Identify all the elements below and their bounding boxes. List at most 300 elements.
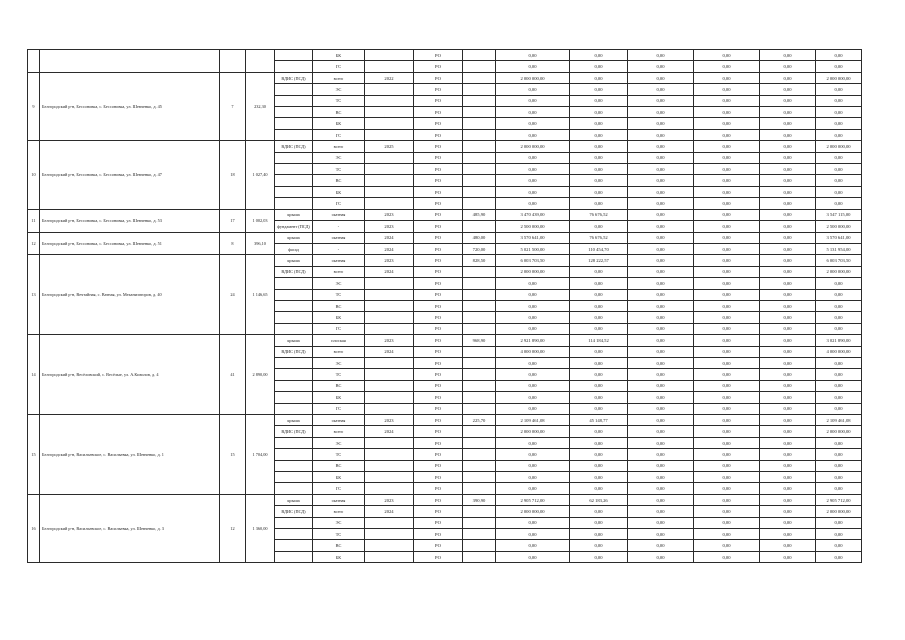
floors-cell — [220, 50, 246, 73]
cost-column-1-cell: 0,00 — [496, 449, 570, 460]
work-type-cell — [275, 198, 313, 209]
cost-column-5-cell: 0,00 — [760, 118, 816, 129]
work-type-cell: крыша — [275, 255, 313, 266]
cost-column-3-cell: 0,00 — [628, 472, 694, 483]
volume-cell — [463, 506, 496, 517]
cost-column-4-cell: 0,00 — [694, 426, 760, 437]
cost-column-3-cell: 0,00 — [628, 357, 694, 368]
cost-column-4-cell: 0,00 — [694, 460, 760, 471]
work-type-cell: ВДИС (ПСД) — [275, 426, 313, 437]
funding-source-cell: РО — [414, 289, 463, 300]
volume-cell — [463, 369, 496, 380]
funding-source-cell: РО — [414, 403, 463, 414]
funding-source-cell: РО — [414, 50, 463, 61]
work-item-cell: ТС — [313, 369, 365, 380]
cost-column-3-cell: 0,00 — [628, 323, 694, 334]
address-cell: Белгородский р-н, Бессоновка, с. Бессоновка, ул. Шевченко, д. 45 — [40, 72, 220, 140]
cost-column-5-cell: 0,00 — [760, 506, 816, 517]
cost-column-3-cell: 0,00 — [628, 243, 694, 254]
cost-column-4-cell: 0,00 — [694, 335, 760, 346]
cost-column-1-cell: 0,00 — [496, 95, 570, 106]
funding-source-cell: РО — [414, 175, 463, 186]
cost-column-3-cell: 0,00 — [628, 72, 694, 83]
work-item-cell: ВС — [313, 300, 365, 311]
work-item-cell: скатная — [313, 232, 365, 243]
cost-column-1-cell: 2 905 712,00 — [496, 494, 570, 505]
volume-cell — [463, 483, 496, 494]
cost-column-3-cell: 0,00 — [628, 175, 694, 186]
cost-column-5-cell: 0,00 — [760, 540, 816, 551]
work-type-cell — [275, 449, 313, 460]
cost-column-5-cell: 0,00 — [760, 152, 816, 163]
cost-column-4-cell: 0,00 — [694, 472, 760, 483]
work-item-cell: ЭС — [313, 517, 365, 528]
volume-cell: 828,50 — [463, 255, 496, 266]
cost-column-5-cell: 0,00 — [760, 426, 816, 437]
cost-column-3-cell: 0,00 — [628, 266, 694, 277]
total-cost-cell: 0,00 — [816, 460, 862, 471]
row-number-cell: 12 — [28, 232, 40, 255]
total-cost-cell: 2 905 712,00 — [816, 494, 862, 505]
volume-cell — [463, 403, 496, 414]
cost-column-5-cell: 0,00 — [760, 472, 816, 483]
year-cell — [365, 198, 414, 209]
cost-column-3-cell: 0,00 — [628, 50, 694, 61]
funding-source-cell: РО — [414, 221, 463, 232]
cost-column-3-cell: 0,00 — [628, 449, 694, 460]
funding-source-cell: РО — [414, 551, 463, 562]
work-item-cell: всего — [313, 72, 365, 83]
cost-column-5-cell: 0,00 — [760, 529, 816, 540]
funding-source-cell: РО — [414, 460, 463, 471]
work-item-cell: скатная — [313, 415, 365, 426]
total-cost-cell: 2 000 000,00 — [816, 506, 862, 517]
cost-column-3-cell: 0,00 — [628, 107, 694, 118]
cost-column-5-cell: 0,00 — [760, 141, 816, 152]
work-type-cell — [275, 529, 313, 540]
volume-cell — [463, 198, 496, 209]
floors-cell: 8 — [220, 232, 246, 255]
year-cell — [365, 460, 414, 471]
cost-column-3-cell: 0,00 — [628, 278, 694, 289]
cost-column-5-cell: 0,00 — [760, 278, 816, 289]
table-row — [28, 255, 862, 266]
cost-column-1-cell: 0,00 — [496, 50, 570, 61]
cost-column-4-cell: 0,00 — [694, 403, 760, 414]
cost-column-4-cell: 0,00 — [694, 312, 760, 323]
volume-cell — [463, 129, 496, 140]
cost-column-4-cell: 0,00 — [694, 529, 760, 540]
cost-column-2-cell: 0,00 — [570, 426, 628, 437]
year-cell — [365, 129, 414, 140]
cost-column-3-cell: 0,00 — [628, 335, 694, 346]
cost-column-3-cell: 0,00 — [628, 460, 694, 471]
cost-column-3-cell: 0,00 — [628, 129, 694, 140]
cost-column-1-cell: 0,00 — [496, 289, 570, 300]
work-type-cell — [275, 300, 313, 311]
funding-source-cell: РО — [414, 243, 463, 254]
work-type-cell: крыша — [275, 232, 313, 243]
volume-cell — [463, 380, 496, 391]
work-item-cell: БК — [313, 50, 365, 61]
funding-source-cell: РО — [414, 415, 463, 426]
funding-source-cell: РО — [414, 426, 463, 437]
year-cell — [365, 84, 414, 95]
volume-cell — [463, 346, 496, 357]
cost-column-1-cell: 0,00 — [496, 118, 570, 129]
cost-column-1-cell: 0,00 — [496, 392, 570, 403]
volume-cell — [463, 175, 496, 186]
work-item-cell: ВС — [313, 175, 365, 186]
volume-cell — [463, 107, 496, 118]
cost-column-1-cell: 0,00 — [496, 129, 570, 140]
cost-column-1-cell: 0,00 — [496, 517, 570, 528]
cost-column-5-cell: 0,00 — [760, 266, 816, 277]
work-type-cell: крыша — [275, 415, 313, 426]
total-cost-cell: 0,00 — [816, 540, 862, 551]
work-type-cell: ВДИС (ПСД) — [275, 506, 313, 517]
total-cost-cell: 0,00 — [816, 175, 862, 186]
year-cell — [365, 186, 414, 197]
cost-column-4-cell: 0,00 — [694, 346, 760, 357]
funding-source-cell: РО — [414, 437, 463, 448]
work-type-cell — [275, 357, 313, 368]
work-type-cell: крыша — [275, 335, 313, 346]
funding-source-cell: РО — [414, 380, 463, 391]
cost-column-4-cell: 0,00 — [694, 198, 760, 209]
cost-column-4-cell: 0,00 — [694, 61, 760, 72]
cost-column-4-cell: 0,00 — [694, 494, 760, 505]
cost-column-2-cell: 114 184,52 — [570, 335, 628, 346]
year-cell — [365, 483, 414, 494]
cost-column-3-cell: 0,00 — [628, 415, 694, 426]
cost-column-2-cell: 0,00 — [570, 289, 628, 300]
work-item-cell: ГС — [313, 61, 365, 72]
funding-source-cell: РО — [414, 483, 463, 494]
cost-column-4-cell: 0,00 — [694, 449, 760, 460]
cost-column-5-cell: 0,00 — [760, 335, 816, 346]
cost-column-1-cell: 0,00 — [496, 186, 570, 197]
cost-column-2-cell: 0,00 — [570, 460, 628, 471]
cost-column-3-cell: 0,00 — [628, 232, 694, 243]
address-cell — [40, 50, 220, 73]
work-type-cell — [275, 472, 313, 483]
work-item-cell: ВС — [313, 540, 365, 551]
funding-source-cell: РО — [414, 335, 463, 346]
work-type-cell — [275, 164, 313, 175]
cost-column-2-cell: 0,00 — [570, 198, 628, 209]
funding-source-cell: РО — [414, 357, 463, 368]
total-cost-cell: 0,00 — [816, 529, 862, 540]
table-row — [28, 232, 862, 243]
area-cell: 1 002,03 — [246, 209, 275, 232]
area-cell — [246, 50, 275, 73]
cost-column-4-cell: 0,00 — [694, 369, 760, 380]
cost-column-2-cell: 0,00 — [570, 403, 628, 414]
area-cell: 396,10 — [246, 232, 275, 255]
row-number-cell: 10 — [28, 141, 40, 209]
total-cost-cell: 0,00 — [816, 118, 862, 129]
volume-cell: 390,90 — [463, 494, 496, 505]
work-type-cell — [275, 50, 313, 61]
total-cost-cell: 0,00 — [816, 517, 862, 528]
total-cost-cell: 0,00 — [816, 369, 862, 380]
table-row — [28, 335, 862, 346]
work-item-cell: ЭС — [313, 437, 365, 448]
row-number-cell: 16 — [28, 494, 40, 562]
cost-column-4-cell: 0,00 — [694, 300, 760, 311]
cost-column-4-cell: 0,00 — [694, 152, 760, 163]
total-cost-cell: 2 000 000,00 — [816, 426, 862, 437]
work-type-cell — [275, 278, 313, 289]
year-cell — [365, 118, 414, 129]
cost-column-2-cell: 0,00 — [570, 278, 628, 289]
volume-cell — [463, 186, 496, 197]
work-item-cell: ГС — [313, 198, 365, 209]
year-cell — [365, 278, 414, 289]
work-item-cell: ВС — [313, 380, 365, 391]
work-item-cell: ТС — [313, 449, 365, 460]
cost-column-4-cell: 0,00 — [694, 232, 760, 243]
funding-source-cell: РО — [414, 278, 463, 289]
work-type-cell — [275, 392, 313, 403]
volume-cell: 480,00 — [463, 232, 496, 243]
work-item-cell: ГС — [313, 129, 365, 140]
cost-column-4-cell: 0,00 — [694, 380, 760, 391]
cost-column-2-cell: 0,00 — [570, 483, 628, 494]
area-cell: 1 360,00 — [246, 494, 275, 562]
cost-column-2-cell: 0,00 — [570, 186, 628, 197]
cost-column-5-cell: 0,00 — [760, 312, 816, 323]
cost-column-2-cell: 0,00 — [570, 141, 628, 152]
work-item-cell: БК — [313, 312, 365, 323]
cost-column-1-cell: 2 000 000,00 — [496, 426, 570, 437]
cost-column-3-cell: 0,00 — [628, 61, 694, 72]
total-cost-cell: 0,00 — [816, 289, 862, 300]
area-cell: 1 146,65 — [246, 255, 275, 335]
cost-column-2-cell: 110 454,70 — [570, 243, 628, 254]
cost-column-5-cell: 0,00 — [760, 84, 816, 95]
total-cost-cell: 5 131 954,00 — [816, 243, 862, 254]
volume-cell — [463, 289, 496, 300]
year-cell: 2023 — [365, 221, 414, 232]
cost-column-5-cell: 0,00 — [760, 460, 816, 471]
work-item-cell: ЭС — [313, 278, 365, 289]
work-type-cell: крыша — [275, 209, 313, 220]
work-item-cell: ТС — [313, 164, 365, 175]
cost-column-5-cell: 0,00 — [760, 392, 816, 403]
cost-column-3-cell: 0,00 — [628, 198, 694, 209]
total-cost-cell: 2 000 000,00 — [816, 141, 862, 152]
cost-column-5-cell: 0,00 — [760, 346, 816, 357]
volume-cell: 968,90 — [463, 335, 496, 346]
work-type-cell — [275, 540, 313, 551]
cost-column-1-cell: 0,00 — [496, 323, 570, 334]
address-cell: Белгородский р-н, Бессоновка, с. Бессоновка, ул. Шевченко, д. 51 — [40, 232, 220, 255]
total-cost-cell: 0,00 — [816, 129, 862, 140]
cost-column-2-cell: 0,00 — [570, 346, 628, 357]
funding-source-cell: РО — [414, 198, 463, 209]
cost-column-3-cell: 0,00 — [628, 118, 694, 129]
total-cost-cell: 0,00 — [816, 278, 862, 289]
cost-column-3-cell: 0,00 — [628, 95, 694, 106]
volume-cell — [463, 392, 496, 403]
address-cell: Белгородский р-н, Весёловский, с. Весёлые, ул. А.Кизилов, д. 4 — [40, 335, 220, 415]
total-cost-cell: 4 000 000,00 — [816, 346, 862, 357]
year-cell: 2023 — [365, 209, 414, 220]
volume-cell — [463, 529, 496, 540]
cost-column-1-cell: 0,00 — [496, 300, 570, 311]
work-item-cell: всего — [313, 141, 365, 152]
cost-column-2-cell: 0,00 — [570, 392, 628, 403]
cost-column-3-cell: 0,00 — [628, 209, 694, 220]
cost-column-4-cell: 0,00 — [694, 221, 760, 232]
cost-column-3-cell: 0,00 — [628, 312, 694, 323]
cost-column-2-cell: 0,00 — [570, 175, 628, 186]
work-type-cell — [275, 84, 313, 95]
row-number-cell — [28, 50, 40, 73]
cost-column-1-cell: 0,00 — [496, 164, 570, 175]
work-type-cell — [275, 437, 313, 448]
cost-column-5-cell: 0,00 — [760, 198, 816, 209]
work-type-cell: крыша — [275, 494, 313, 505]
work-item-cell: - — [313, 221, 365, 232]
cost-column-1-cell: 0,00 — [496, 403, 570, 414]
work-type-cell — [275, 186, 313, 197]
floors-cell: 12 — [220, 494, 246, 562]
cost-column-1-cell: 2 921 890,00 — [496, 335, 570, 346]
repair-schedule-table — [27, 49, 862, 563]
cost-column-3-cell: 0,00 — [628, 529, 694, 540]
cost-column-5-cell: 0,00 — [760, 50, 816, 61]
total-cost-cell: 0,00 — [816, 472, 862, 483]
work-type-cell — [275, 175, 313, 186]
cost-column-1-cell: 0,00 — [496, 198, 570, 209]
year-cell — [365, 164, 414, 175]
cost-column-1-cell: 0,00 — [496, 312, 570, 323]
year-cell — [365, 175, 414, 186]
volume-cell — [463, 266, 496, 277]
cost-column-1-cell: 0,00 — [496, 551, 570, 562]
cost-column-4-cell: 0,00 — [694, 506, 760, 517]
cost-column-4-cell: 0,00 — [694, 255, 760, 266]
funding-source-cell: РО — [414, 529, 463, 540]
funding-source-cell: РО — [414, 152, 463, 163]
total-cost-cell: 6 003 703,50 — [816, 255, 862, 266]
funding-source-cell: РО — [414, 300, 463, 311]
cost-column-2-cell: 0,00 — [570, 437, 628, 448]
cost-column-2-cell: 0,00 — [570, 540, 628, 551]
cost-column-5-cell: 0,00 — [760, 129, 816, 140]
row-number-cell: 15 — [28, 415, 40, 495]
work-item-cell: скатная — [313, 209, 365, 220]
cost-column-3-cell: 0,00 — [628, 392, 694, 403]
address-cell: Белгородский р-н, Васильевское, с. Васильевка, ул. Шевченко, д. 3 — [40, 494, 220, 562]
cost-column-1-cell: 0,00 — [496, 84, 570, 95]
work-type-cell — [275, 107, 313, 118]
funding-source-cell: РО — [414, 323, 463, 334]
cost-column-5-cell: 0,00 — [760, 369, 816, 380]
table-row — [28, 209, 862, 220]
cost-column-1-cell: 0,00 — [496, 152, 570, 163]
volume-cell — [463, 357, 496, 368]
cost-column-5-cell: 0,00 — [760, 415, 816, 426]
funding-source-cell: РО — [414, 186, 463, 197]
area-cell: 1 027,40 — [246, 141, 275, 209]
work-item-cell: БК — [313, 551, 365, 562]
cost-column-1-cell: 2 000 000,00 — [496, 141, 570, 152]
volume-cell — [463, 141, 496, 152]
cost-column-2-cell: 0,00 — [570, 506, 628, 517]
cost-column-5-cell: 0,00 — [760, 517, 816, 528]
total-cost-cell: 2 000 000,00 — [816, 266, 862, 277]
funding-source-cell: РО — [414, 494, 463, 505]
year-cell: 2023 — [365, 255, 414, 266]
cost-column-5-cell: 0,00 — [760, 95, 816, 106]
volume-cell — [463, 300, 496, 311]
cost-column-4-cell: 0,00 — [694, 164, 760, 175]
cost-column-2-cell: 0,00 — [570, 300, 628, 311]
funding-source-cell: РО — [414, 72, 463, 83]
address-cell: Белгородский р-н, Бессоновка, с. Бессоновка, ул. Шевченко, д. 47 — [40, 141, 220, 209]
cost-column-2-cell: 0,00 — [570, 221, 628, 232]
cost-column-2-cell: 0,00 — [570, 380, 628, 391]
cost-column-5-cell: 0,00 — [760, 449, 816, 460]
cost-column-4-cell: 0,00 — [694, 289, 760, 300]
cost-column-3-cell: 0,00 — [628, 255, 694, 266]
volume-cell — [463, 84, 496, 95]
cost-column-1-cell: 0,00 — [496, 278, 570, 289]
cost-column-2-cell: 0,00 — [570, 323, 628, 334]
work-item-cell: всего — [313, 426, 365, 437]
total-cost-cell: 3 547 115,00 — [816, 209, 862, 220]
cost-column-1-cell: 2 000 000,00 — [496, 72, 570, 83]
cost-column-1-cell: 2 000 000,00 — [496, 266, 570, 277]
total-cost-cell: 0,00 — [816, 198, 862, 209]
cost-column-3-cell: 0,00 — [628, 437, 694, 448]
volume-cell — [463, 72, 496, 83]
year-cell — [365, 449, 414, 460]
year-cell — [365, 357, 414, 368]
floors-cell: 24 — [220, 255, 246, 335]
work-type-cell — [275, 483, 313, 494]
year-cell — [365, 312, 414, 323]
table-row — [28, 72, 862, 83]
total-cost-cell: 2 500 000,00 — [816, 221, 862, 232]
year-cell — [365, 540, 414, 551]
total-cost-cell: 3 021 890,00 — [816, 335, 862, 346]
cost-column-4-cell: 0,00 — [694, 129, 760, 140]
cost-column-4-cell: 0,00 — [694, 266, 760, 277]
address-cell: Белгородский р-н, Вечтайная, с. Ватная, ул. Механизаторов, д. 40 — [40, 255, 220, 335]
cost-column-4-cell: 0,00 — [694, 72, 760, 83]
volume-cell — [463, 472, 496, 483]
year-cell: 2024 — [365, 506, 414, 517]
cost-column-2-cell: 0,00 — [570, 529, 628, 540]
cost-column-3-cell: 0,00 — [628, 141, 694, 152]
funding-source-cell: РО — [414, 209, 463, 220]
year-cell — [365, 551, 414, 562]
cost-column-3-cell: 0,00 — [628, 506, 694, 517]
total-cost-cell: 3 570 641,00 — [816, 232, 862, 243]
volume-cell — [463, 118, 496, 129]
year-cell: 2024 — [365, 346, 414, 357]
work-type-cell: ВДИС (ПСД) — [275, 266, 313, 277]
table-row — [28, 141, 862, 152]
total-cost-cell: 0,00 — [816, 84, 862, 95]
cost-column-2-cell: 0,00 — [570, 84, 628, 95]
total-cost-cell: 0,00 — [816, 95, 862, 106]
